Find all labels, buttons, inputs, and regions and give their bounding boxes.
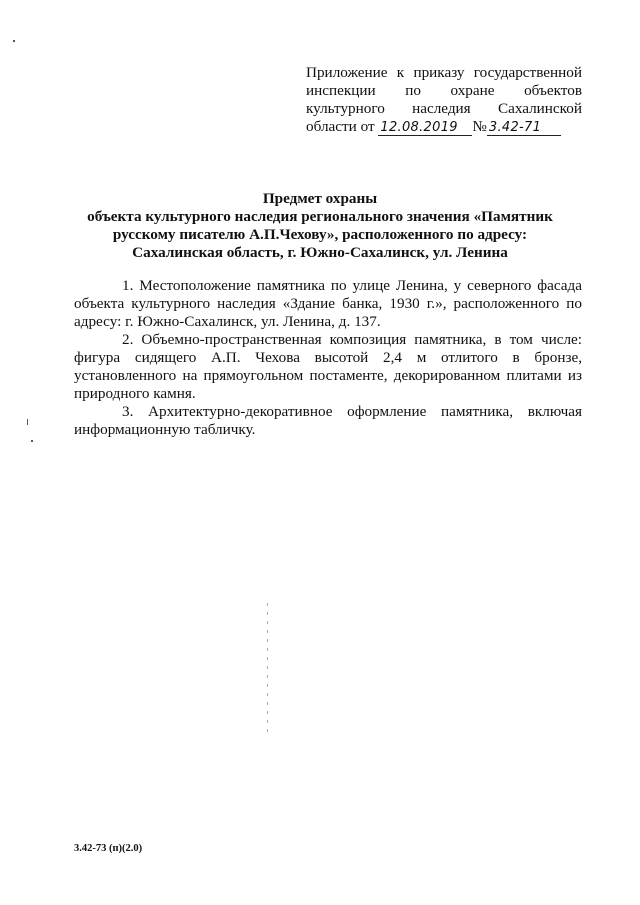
document-code: 3.42-73 (п)(2.0)	[74, 843, 143, 854]
item-1: 1. Местоположение памятника по улице Ленина, у северного фасада объекта культурного наследия «Здание банка, 1930 г.», расположенного по адресу: г. Южно-Сахалинск, ул. Ленина, д. 137.	[74, 277, 582, 330]
document-body	[74, 277, 582, 439]
handwritten-number: 3.42-71	[487, 121, 561, 136]
handwritten-date: 12.08.2019	[378, 121, 472, 136]
appendix-line-3: культурного наследия Сахалинской	[306, 100, 582, 117]
title-line-1: Предмет охраны	[262, 190, 378, 207]
appendix-line-1: Приложение к приказу государственной	[306, 64, 582, 81]
item-2: 2. Объемно-пространственная композиция памятника, в том числе: фигура сидящего А.П. Чехова высотой 2,4 м отлитого в бронзе, установленного на прямоугольном постаменте, декорированном плитами из природного камня.	[74, 331, 582, 402]
item-3: 3. Архитектурно-декоративное оформление памятника, включая информационную табличку.	[74, 403, 582, 438]
fold-line	[267, 603, 268, 733]
document-title	[60, 190, 580, 262]
scan-speck	[27, 419, 28, 425]
appendix-line-4	[306, 118, 582, 136]
title-line-3: русскому писателю А.П.Чехову», расположенного по адресу:	[112, 226, 528, 243]
appendix-date-prefix: области от	[306, 118, 375, 135]
number-sign: №	[472, 118, 487, 135]
appendix-header	[306, 64, 582, 136]
scan-speck	[13, 40, 15, 42]
scan-speck	[31, 440, 33, 442]
title-line-2: объекта культурного наследия регионального значения «Памятник	[87, 208, 553, 225]
title-line-4: Сахалинская область, г. Южно-Сахалинск, ул. Ленина	[132, 244, 508, 261]
appendix-line-2: инспекции по охране объектов	[306, 82, 582, 99]
